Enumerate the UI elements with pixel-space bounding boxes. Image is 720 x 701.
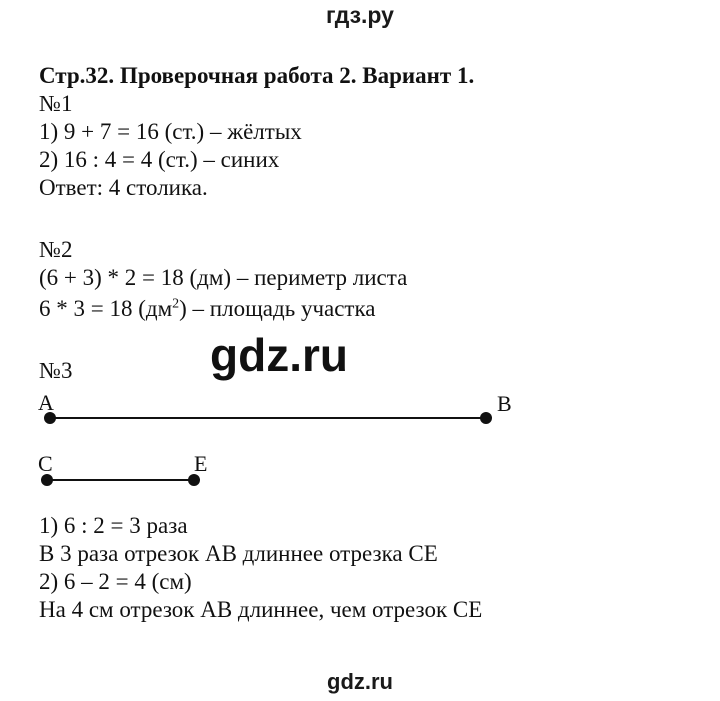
task2-number: №2	[39, 237, 73, 262]
point-a-label: A	[38, 390, 54, 415]
point-b	[480, 412, 492, 424]
task1-line-1: 1) 9 + 7 = 16 (ст.) – жёлтых	[39, 119, 302, 144]
task3-line-2: В 3 раза отрезок АВ длиннее отрезка СЕ	[39, 541, 438, 566]
watermark-top: гдз.ру	[326, 2, 394, 28]
task2-line-1: (6 + 3) * 2 = 18 (дм) – периметр листа	[39, 265, 408, 290]
task2-line-2-tail: ) – площадь участка	[179, 296, 376, 321]
task2-line-2-exponent: 2	[172, 296, 180, 312]
task3-line-4: На 4 см отрезок АВ длиннее, чем отрезок СЕ	[39, 597, 483, 622]
task1-answer: Ответ: 4 столика.	[39, 175, 208, 200]
task3-line-3: 2) 6 – 2 = 4 (см)	[39, 569, 192, 594]
task1-line-2: 2) 16 : 4 = 4 (ст.) – синих	[39, 147, 280, 172]
task3-number: №3	[39, 358, 73, 383]
page-title: Стр.32. Проверочная работа 2. Вариант 1.	[39, 63, 475, 88]
point-b-label: B	[497, 391, 512, 416]
point-e-label: E	[194, 451, 208, 476]
point-c-label: C	[38, 451, 53, 476]
watermark-bottom: gdz.ru	[327, 669, 393, 694]
watermark-middle: gdz.ru	[210, 329, 348, 381]
task1-number: №1	[39, 91, 73, 116]
task3-line-1: 1) 6 : 2 = 3 раза	[39, 513, 188, 538]
task2-line-2-text: 6 * 3 = 18 (дм	[39, 296, 173, 321]
